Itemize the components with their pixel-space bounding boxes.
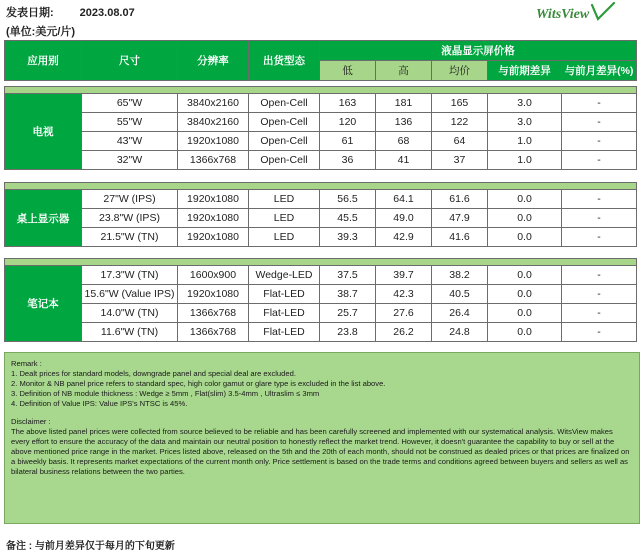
size-cell: 21.5"W (TN) xyxy=(82,228,178,247)
table-row xyxy=(5,190,637,209)
low-cell: 45.5 xyxy=(320,209,376,228)
table-row xyxy=(5,304,637,323)
low-cell: 120 xyxy=(320,113,376,132)
avg-cell: 64 xyxy=(432,132,488,151)
witsview-logo xyxy=(534,2,630,24)
low-cell: 61 xyxy=(320,132,376,151)
high-cell: 49.0 xyxy=(376,209,432,228)
col-avg: 均价 xyxy=(432,61,488,81)
col-high: 高 xyxy=(376,61,432,81)
low-cell: 163 xyxy=(320,94,376,113)
prev-month-cell: - xyxy=(562,94,637,113)
res-cell: 3840x2160 xyxy=(178,113,249,132)
res-cell: 1366x768 xyxy=(178,323,249,342)
low-cell: 37.5 xyxy=(320,266,376,285)
prev-period-cell: 0.0 xyxy=(488,228,562,247)
table-row xyxy=(5,151,637,170)
footnote: 备注 : 与前月差异仅于每月的下旬更新 xyxy=(6,541,175,552)
prev-period-cell: 0.0 xyxy=(488,209,562,228)
prev-month-cell: - xyxy=(562,304,637,323)
logo-text: WitsView xyxy=(536,7,590,22)
ship-cell: Open-Cell xyxy=(249,132,320,151)
res-cell: 1920x1080 xyxy=(178,190,249,209)
prev-period-cell: 0.0 xyxy=(488,266,562,285)
col-resolution: 分辨率 xyxy=(178,41,249,81)
table-header xyxy=(4,40,637,81)
avg-cell: 40.5 xyxy=(432,285,488,304)
table-row xyxy=(5,266,637,285)
avg-cell: 122 xyxy=(432,113,488,132)
remark-item: 1. Dealt prices for standard models, downgrade panel and special deal are excluded. xyxy=(11,369,296,378)
size-cell: 65"W xyxy=(82,94,178,113)
avg-cell: 47.9 xyxy=(432,209,488,228)
remark-item: 4. Definition of Value IPS: Value IPS's NTSC is 45%. xyxy=(11,399,188,408)
prev-period-cell: 0.0 xyxy=(488,190,562,209)
ship-cell: LED xyxy=(249,190,320,209)
res-cell: 1920x1080 xyxy=(178,228,249,247)
high-cell: 64.1 xyxy=(376,190,432,209)
size-cell: 27"W (IPS) xyxy=(82,190,178,209)
col-ship-type: 出货型态 xyxy=(249,41,320,81)
remark-title: Remark : xyxy=(11,359,42,368)
prev-month-cell: - xyxy=(562,113,637,132)
prev-period-cell: 1.0 xyxy=(488,151,562,170)
res-cell: 1366x768 xyxy=(178,304,249,323)
ship-cell: LED xyxy=(249,209,320,228)
remark-item: 3. Definition of NB module thickness : Wedge ≥ 5mm , Flat(slim) 3.5-4mm , Ultraslim ≤ 3mm xyxy=(11,389,320,398)
ship-cell: Open-Cell xyxy=(249,94,320,113)
category-cell: 电视 xyxy=(5,94,82,170)
res-cell: 1920x1080 xyxy=(178,285,249,304)
col-prev-month: 与前月差异(%) xyxy=(562,61,637,81)
release-date-value: 2023.08.07 xyxy=(79,7,135,19)
res-cell: 3840x2160 xyxy=(178,94,249,113)
section-monitor xyxy=(4,182,637,247)
table-row xyxy=(5,285,637,304)
section-notebook xyxy=(4,258,637,342)
high-cell: 136 xyxy=(376,113,432,132)
disclaimer-text: The above listed panel prices were collected from source believed to be reliable and has been carefully screened and implemented with our systematical analysis. WitsView makes every effort to ensure the accuracy of the data and maintain our neutral position to honestly reflect the market trend. However, it doesn't guarantee the capability to buy or sell at the above mentioned price range in the market. Prices listed above, released on the 5th and the 20th of each month, should not be construed as dealed prices or that prices are finalized on a biweekly basis. It represents market expectations of the current month only. Price settlement is based on the trade terms and conditions agreed between buyers and sellers as well as bilateral business relations between the two parties. xyxy=(11,427,630,476)
avg-cell: 41.6 xyxy=(432,228,488,247)
prev-period-cell: 3.0 xyxy=(488,113,562,132)
table-row xyxy=(5,228,637,247)
col-app: 应用别 xyxy=(5,41,82,81)
prev-month-cell: - xyxy=(562,266,637,285)
unit-label: (单位:美元/片) xyxy=(6,26,76,38)
high-cell: 39.7 xyxy=(376,266,432,285)
ship-cell: Open-Cell xyxy=(249,113,320,132)
low-cell: 25.7 xyxy=(320,304,376,323)
avg-cell: 38.2 xyxy=(432,266,488,285)
prev-period-cell: 1.0 xyxy=(488,132,562,151)
size-cell: 11.6"W (TN) xyxy=(82,323,178,342)
col-size: 尺寸 xyxy=(82,41,178,81)
res-cell: 1920x1080 xyxy=(178,209,249,228)
size-cell: 55"W xyxy=(82,113,178,132)
high-cell: 68 xyxy=(376,132,432,151)
avg-cell: 37 xyxy=(432,151,488,170)
ship-cell: Wedge-LED xyxy=(249,266,320,285)
remark-item: 2. Monitor & NB panel price refers to standard spec, high color gamut or glare type is excluded in the list above. xyxy=(11,379,386,388)
size-cell: 15.6"W (Value IPS) xyxy=(82,285,178,304)
table-row xyxy=(5,94,637,113)
release-date-label: 发表日期: xyxy=(6,7,54,19)
prev-period-cell: 0.0 xyxy=(488,304,562,323)
avg-cell: 24.8 xyxy=(432,323,488,342)
col-prev-period: 与前期差异 xyxy=(488,61,562,81)
prev-month-cell: - xyxy=(562,228,637,247)
high-cell: 26.2 xyxy=(376,323,432,342)
size-cell: 32"W xyxy=(82,151,178,170)
res-cell: 1366x768 xyxy=(178,151,249,170)
prev-month-cell: - xyxy=(562,285,637,304)
size-cell: 14.0"W (TN) xyxy=(82,304,178,323)
low-cell: 56.5 xyxy=(320,190,376,209)
table-row xyxy=(5,113,637,132)
low-cell: 38.7 xyxy=(320,285,376,304)
prev-month-cell: - xyxy=(562,151,637,170)
ship-cell: LED xyxy=(249,228,320,247)
prev-period-cell: 3.0 xyxy=(488,94,562,113)
size-cell: 17.3"W (TN) xyxy=(82,266,178,285)
size-cell: 43"W xyxy=(82,132,178,151)
table-row xyxy=(5,132,637,151)
disclaimer-title: Disclaimer : xyxy=(11,417,51,426)
size-cell: 23.8"W (IPS) xyxy=(82,209,178,228)
low-cell: 23.8 xyxy=(320,323,376,342)
prev-month-cell: - xyxy=(562,190,637,209)
prev-month-cell: - xyxy=(562,323,637,342)
prev-period-cell: 0.0 xyxy=(488,285,562,304)
res-cell: 1920x1080 xyxy=(178,132,249,151)
ship-cell: Open-Cell xyxy=(249,151,320,170)
avg-cell: 165 xyxy=(432,94,488,113)
section-tv xyxy=(4,86,637,170)
prev-month-cell: - xyxy=(562,132,637,151)
high-cell: 42.9 xyxy=(376,228,432,247)
ship-cell: Flat-LED xyxy=(249,285,320,304)
prev-period-cell: 0.0 xyxy=(488,323,562,342)
low-cell: 39.3 xyxy=(320,228,376,247)
high-cell: 41 xyxy=(376,151,432,170)
release-date xyxy=(6,4,135,20)
prev-month-cell: - xyxy=(562,209,637,228)
ship-cell: Flat-LED xyxy=(249,323,320,342)
res-cell: 1600x900 xyxy=(178,266,249,285)
high-cell: 181 xyxy=(376,94,432,113)
col-low: 低 xyxy=(320,61,376,81)
avg-cell: 26.4 xyxy=(432,304,488,323)
table-row xyxy=(5,209,637,228)
low-cell: 36 xyxy=(320,151,376,170)
high-cell: 27.6 xyxy=(376,304,432,323)
table-row xyxy=(5,323,637,342)
category-cell: 笔记本 xyxy=(5,266,82,342)
category-cell: 桌上显示器 xyxy=(5,190,82,247)
avg-cell: 61.6 xyxy=(432,190,488,209)
col-price-group: 液晶显示屏价格 xyxy=(320,41,637,61)
high-cell: 42.3 xyxy=(376,285,432,304)
ship-cell: Flat-LED xyxy=(249,304,320,323)
remark-box xyxy=(4,352,640,524)
